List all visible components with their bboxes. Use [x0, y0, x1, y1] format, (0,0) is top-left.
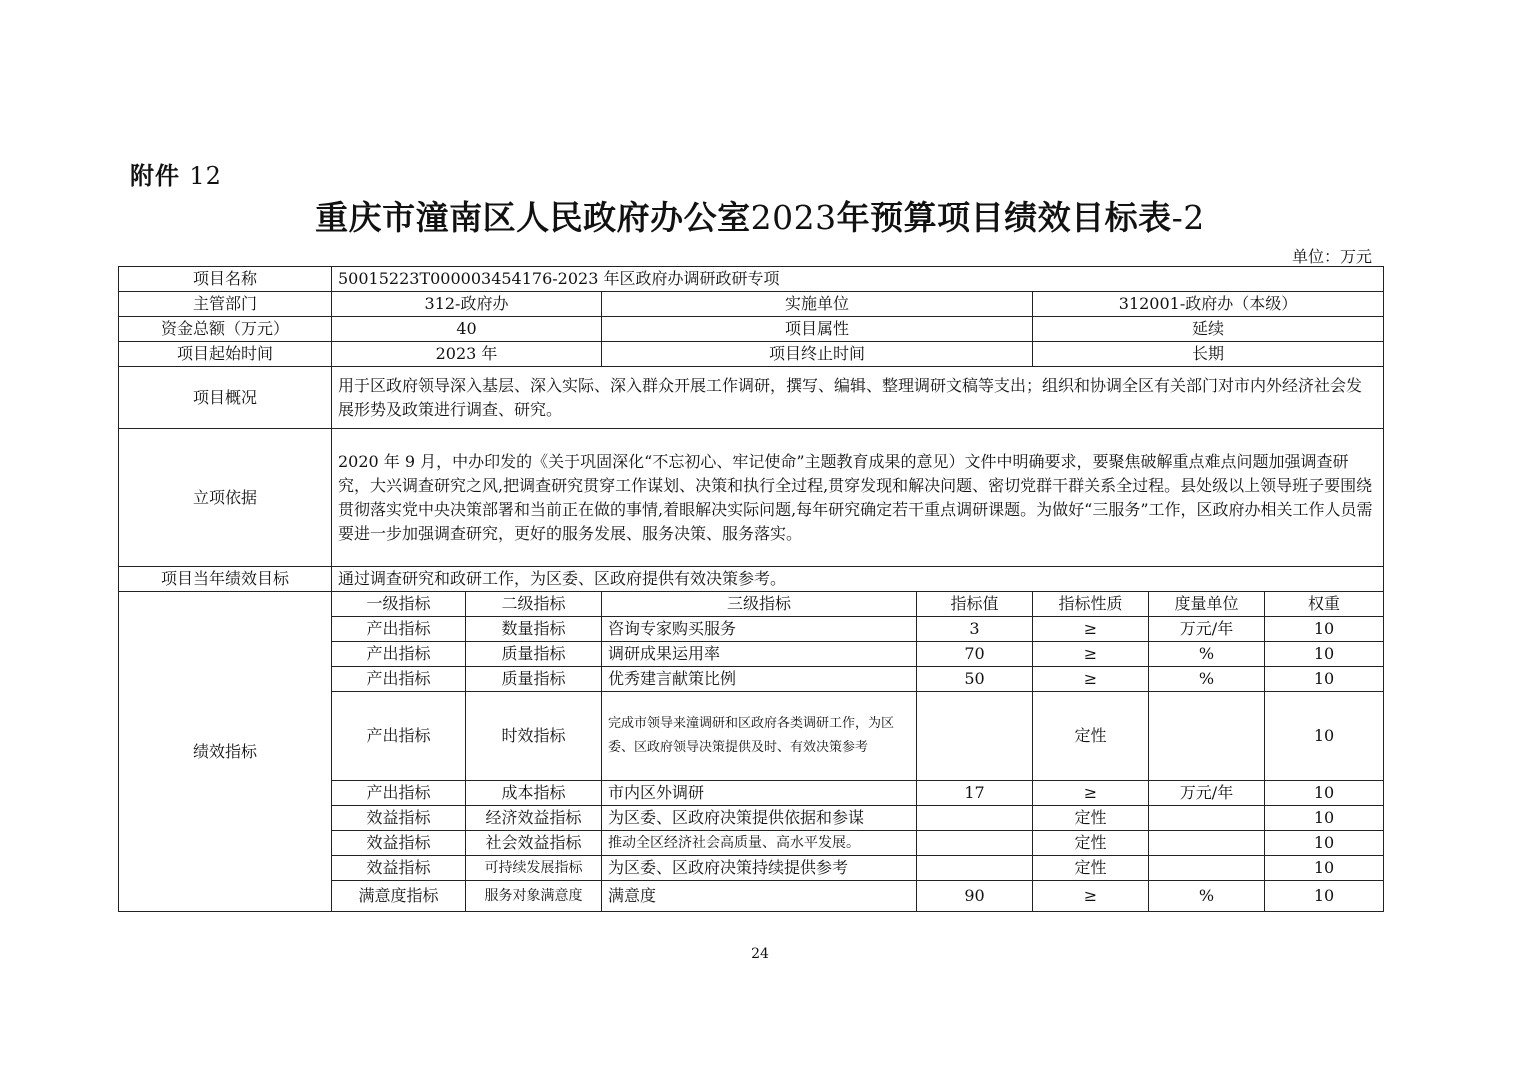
row-level3: 完成市领导来潼调研和区政府各类调研工作，为区委、区政府领导决策提供及时、有效决策参考	[602, 692, 917, 781]
end-value: 长期	[1033, 342, 1384, 367]
overview-label: 项目概况	[119, 367, 332, 429]
header-level3: 三级指标	[602, 592, 917, 617]
row-unit	[1149, 692, 1265, 781]
row-unit	[1149, 856, 1265, 881]
row-level3: 推动全区经济社会高质量、高水平发展。	[602, 831, 917, 856]
row-value: 90	[917, 881, 1033, 912]
row-level3: 调研成果运用率	[602, 642, 917, 667]
project-name-label: 项目名称	[119, 267, 332, 292]
row-nature: ≥	[1033, 642, 1149, 667]
start-value: 2023 年	[332, 342, 602, 367]
unit-label: 单位：万元	[1291, 247, 1372, 266]
header-level1: 一级指标	[332, 592, 466, 617]
row-level1: 产出指标	[332, 692, 466, 781]
goal-label: 项目当年绩效目标	[119, 567, 332, 592]
indicators-section-label: 绩效指标	[119, 592, 332, 912]
row-level2: 服务对象满意度	[466, 881, 602, 912]
row-level1: 产出指标	[332, 642, 466, 667]
row-level1: 产出指标	[332, 617, 466, 642]
header-unit: 度量单位	[1149, 592, 1265, 617]
overview-value: 用于区政府领导深入基层、深入实际、深入群众开展工作调研，撰写、编辑、整理调研文稿等支出；组织和协调全区有关部门对市内外经济社会发展形势及政策进行调查、研究。	[332, 367, 1384, 429]
row-weight: 10	[1265, 667, 1384, 692]
title-year: 2023	[750, 198, 837, 237]
dept-label: 主管部门	[119, 292, 332, 317]
row-level2: 质量指标	[466, 642, 602, 667]
attr-label: 项目属性	[602, 317, 1033, 342]
row-fund	[119, 317, 1384, 342]
row-level1: 效益指标	[332, 806, 466, 831]
row-unit: 万元/年	[1149, 781, 1265, 806]
row-unit: %	[1149, 667, 1265, 692]
row-level3: 满意度	[602, 881, 917, 912]
fund-label: 资金总额（万元）	[119, 317, 332, 342]
title-suffix: 年预算项目绩效目标表	[836, 198, 1172, 237]
row-unit	[1149, 806, 1265, 831]
row-nature: ≥	[1033, 667, 1149, 692]
basis-value: 2020 年 9 月，中办印发的《关于巩固深化“不忘初心、牢记使命”主题教育成果的意见）文件中明确要求，要聚焦破解重点难点问题加强调查研究，大兴调查研究之风,把调查研究贯穿工作谋划、决策和执行全过程,贯穿发现和解决问题、密切党群干群关系全过程。县处级以上领导班子要围绕贯彻落实党中央决策部署和当前正在做的事情,着眼解决实际问题,每年研究确定若干重点调研课题。为做好“三服务”工作，区政府办相关工作人员需要进一步加强调查研究，更好的服务发展、服务决策、服务落实。	[332, 429, 1384, 567]
performance-table	[118, 266, 1384, 912]
row-level2: 成本指标	[466, 781, 602, 806]
row-unit	[1149, 831, 1265, 856]
row-unit: %	[1149, 642, 1265, 667]
row-time	[119, 342, 1384, 367]
row-overview	[119, 367, 1384, 429]
page-number: 24	[751, 946, 769, 962]
header-nature: 指标性质	[1033, 592, 1149, 617]
row-level2: 数量指标	[466, 617, 602, 642]
row-basis	[119, 429, 1384, 567]
dept-value: 312-政府办	[332, 292, 602, 317]
row-level3: 为区委、区政府决策持续提供参考	[602, 856, 917, 881]
row-weight: 10	[1265, 642, 1384, 667]
title-prefix: 重庆市潼南区人民政府办公室	[315, 198, 751, 237]
row-project-name	[119, 267, 1384, 292]
row-level1: 效益指标	[332, 856, 466, 881]
header-weight: 权重	[1265, 592, 1384, 617]
attachment-label	[130, 156, 222, 191]
row-level1: 产出指标	[332, 667, 466, 692]
row-level2: 经济效益指标	[466, 806, 602, 831]
impl-value: 312001-政府办（本级）	[1033, 292, 1384, 317]
row-weight: 10	[1265, 806, 1384, 831]
header-level2: 二级指标	[466, 592, 602, 617]
row-weight: 10	[1265, 856, 1384, 881]
row-value	[917, 856, 1033, 881]
row-nature: 定性	[1033, 856, 1149, 881]
row-goal	[119, 567, 1384, 592]
row-value	[917, 806, 1033, 831]
title-index: -2	[1171, 198, 1205, 237]
attachment-text: 附件	[130, 162, 180, 190]
attr-value: 延续	[1033, 317, 1384, 342]
row-level2: 时效指标	[466, 692, 602, 781]
indicator-header-row	[119, 592, 1384, 617]
row-nature: ≥	[1033, 617, 1149, 642]
row-value: 17	[917, 781, 1033, 806]
end-label: 项目终止时间	[602, 342, 1033, 367]
row-level2: 社会效益指标	[466, 831, 602, 856]
row-value: 70	[917, 642, 1033, 667]
row-dept	[119, 292, 1384, 317]
row-value	[917, 831, 1033, 856]
attachment-number: 12	[189, 162, 222, 190]
row-level1: 产出指标	[332, 781, 466, 806]
row-unit: %	[1149, 881, 1265, 912]
fund-value: 40	[332, 317, 602, 342]
row-level3: 咨询专家购买服务	[602, 617, 917, 642]
row-weight: 10	[1265, 692, 1384, 781]
start-label: 项目起始时间	[119, 342, 332, 367]
row-nature: 定性	[1033, 831, 1149, 856]
row-level3: 为区委、区政府决策提供依据和参谋	[602, 806, 917, 831]
row-level1: 效益指标	[332, 831, 466, 856]
row-weight: 10	[1265, 781, 1384, 806]
impl-label: 实施单位	[602, 292, 1033, 317]
row-value	[917, 692, 1033, 781]
row-weight: 10	[1265, 881, 1384, 912]
goal-value: 通过调查研究和政研工作，为区委、区政府提供有效决策参考。	[332, 567, 1384, 592]
row-value: 3	[917, 617, 1033, 642]
row-value: 50	[917, 667, 1033, 692]
page-title	[0, 192, 1520, 239]
row-nature: 定性	[1033, 806, 1149, 831]
row-level2: 可持续发展指标	[466, 856, 602, 881]
row-weight: 10	[1265, 617, 1384, 642]
row-level2: 质量指标	[466, 667, 602, 692]
row-level1: 满意度指标	[332, 881, 466, 912]
basis-label: 立项依据	[119, 429, 332, 567]
row-nature: 定性	[1033, 692, 1149, 781]
header-value: 指标值	[917, 592, 1033, 617]
row-level3: 市内区外调研	[602, 781, 917, 806]
row-level3: 优秀建言献策比例	[602, 667, 917, 692]
project-name-value: 50015223T000003454176-2023 年区政府办调研政研专项	[332, 267, 1384, 292]
row-unit: 万元/年	[1149, 617, 1265, 642]
row-nature: ≥	[1033, 881, 1149, 912]
row-weight: 10	[1265, 831, 1384, 856]
row-nature: ≥	[1033, 781, 1149, 806]
